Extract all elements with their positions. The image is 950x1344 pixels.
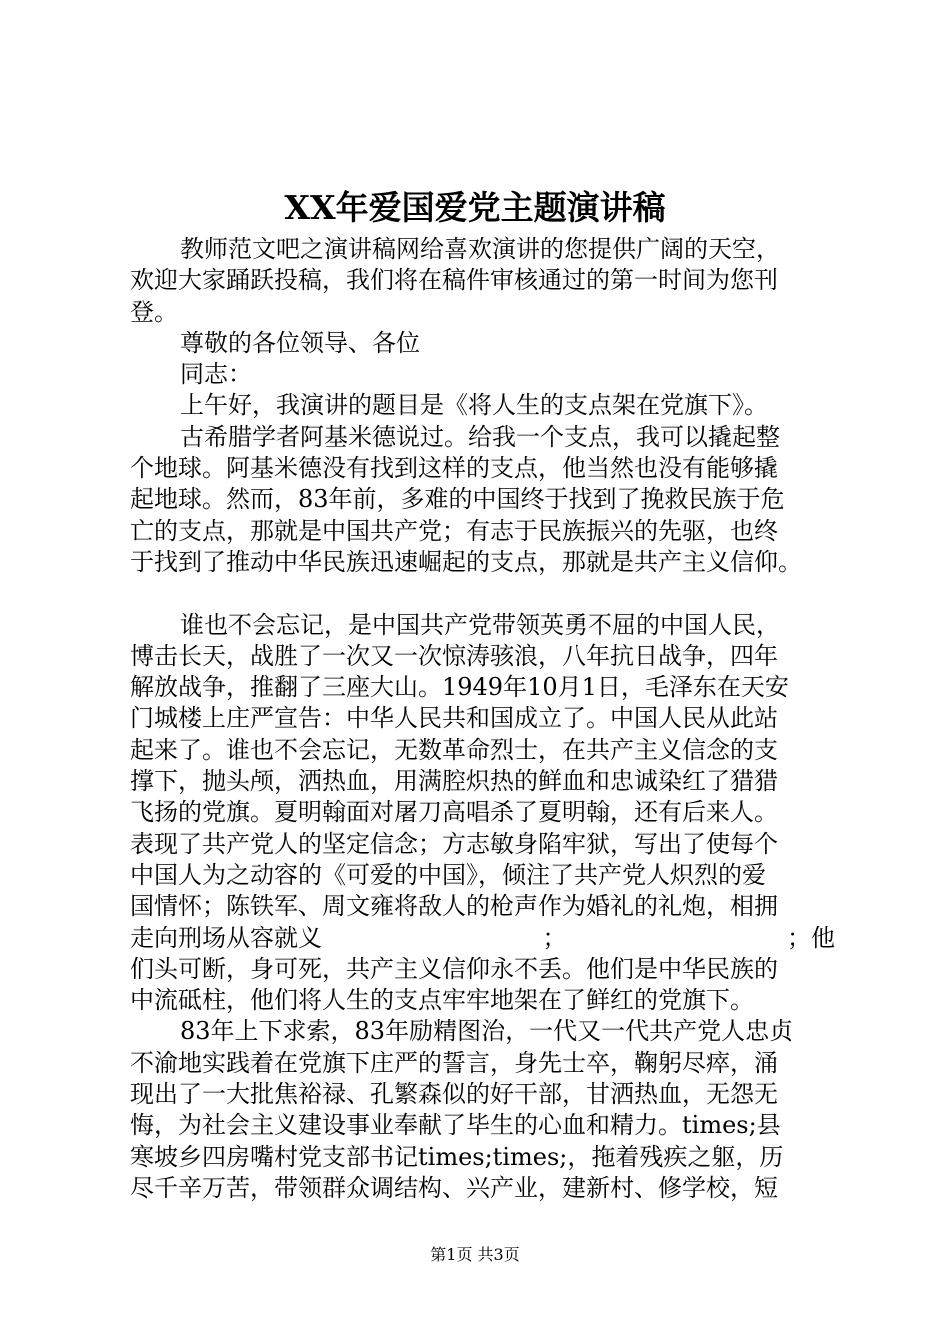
text-line: 门城楼上庄严宣告：中华人民共和国成立了。中国人民从此站	[130, 704, 778, 733]
text-line: 博击长天，战胜了一次又一次惊涛骇浪，八年抗日战争，四年	[130, 641, 778, 670]
text-line: 国情怀；陈铁军、周文雍将敌人的枪声作为婚礼的礼炮，相拥	[130, 892, 778, 921]
text-line: 谁也不会忘记，是中国共产党带领英勇不屈的中国人民，	[180, 610, 780, 639]
text-line: 尽千辛万苦，带领群众调结构、兴产业，建新村、修学校，短	[130, 1173, 778, 1202]
document-title: XX年爱国爱党主题演讲稿	[284, 188, 666, 227]
text-line: 上午好，我演讲的题目是《将人生的支点架在党旗下》。	[180, 391, 768, 420]
text-line: 中国人为之动容的《可爱的中国》，倾注了共产党人炽烈的爱	[130, 860, 766, 889]
text-line: 个地球。阿基米德没有找到这样的支点，他当然也没有能够撬	[130, 454, 778, 483]
line-segment-left: 走向刑场从容就义	[130, 923, 322, 952]
text-line: 撑下，抛头颅，洒热血，用满腔炽热的鲜血和忠诚染红了猎猎	[130, 767, 778, 796]
justified-text-line	[130, 923, 835, 954]
text-line: 悔，为社会主义建设事业奉献了毕生的心血和精力。times;县	[130, 1111, 781, 1140]
text-line: 中流砥柱，他们将人生的支点牢牢地架在了鲜红的党旗下。	[130, 986, 754, 1015]
line-segment-middle: ；	[542, 923, 567, 952]
text-line: 起来了。谁也不会忘记，无数革命烈士，在共产主义信念的支	[130, 735, 778, 764]
text-line: 于找到了推动中华民族迅速崛起的支点，那就是共产主义信仰。	[130, 547, 802, 576]
text-line: 现出了一大批焦裕禄、孔繁森似的好干部，甘洒热血，无怨无	[130, 1080, 778, 1109]
text-line: 寒坡乡四房嘴村党支部书记times;times;，拖着残疾之躯，历	[130, 1142, 784, 1171]
document-body	[130, 234, 835, 1204]
text-line: 登。	[130, 297, 178, 326]
blank-line	[130, 578, 835, 609]
text-line: 们头可断，身可死，共产主义信仰永不丢。他们是中华民族的	[130, 954, 778, 983]
text-line: 亡的支点，那就是中国共产党；有志于民族振兴的先驱，也终	[130, 516, 778, 545]
text-line: 解放战争，推翻了三座大山。1949年10月1日，毛泽东在天安	[130, 673, 789, 702]
text-line: 古希腊学者阿基米德说过。给我一个支点，我可以撬起整	[180, 422, 780, 451]
text-line: 表现了共产党人的坚定信念；方志敏身陷牢狱，写出了使每个	[130, 829, 778, 858]
page-footer: 第1页 共3页	[430, 1245, 520, 1264]
text-line: 飞扬的党旗。夏明翰面对屠刀高唱杀了夏明翰，还有后来人。	[130, 798, 778, 827]
text-line: 起地球。然而，83年前，多难的中国终于找到了挽救民族于危	[130, 485, 785, 514]
text-line: 教师范文吧之演讲稿网给喜欢演讲的您提供广阔的天空，	[180, 235, 780, 263]
text-line: 同志：	[180, 360, 252, 389]
text-line: 欢迎大家踊跃投稿，我们将在稿件审核通过的第一时间为您刊	[130, 266, 778, 295]
line-segment-right: ；他	[787, 923, 835, 952]
text-line: 不渝地实践着在党旗下庄严的誓言，身先士卒，鞠躬尽瘁，涌	[130, 1048, 778, 1077]
text-line: 83年上下求索，83年励精图治，一代又一代共产党人忠贞	[180, 1017, 794, 1046]
text-line: 尊敬的各位领导、各位	[180, 328, 420, 357]
